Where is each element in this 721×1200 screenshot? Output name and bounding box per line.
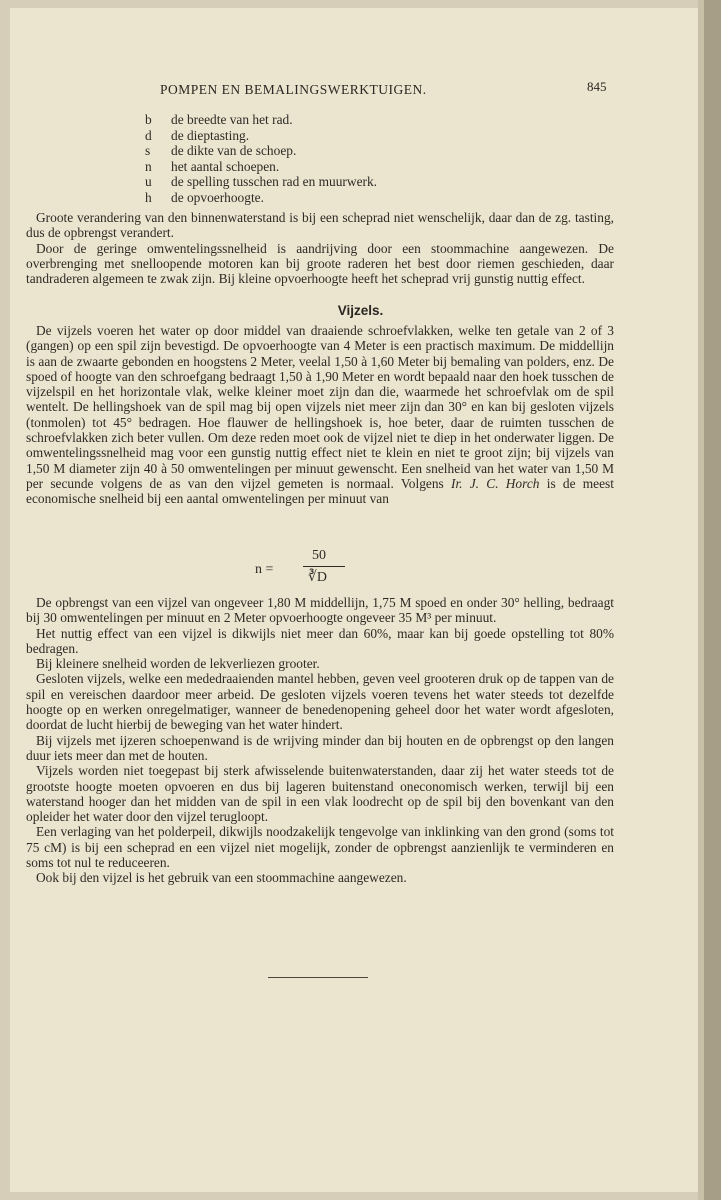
formula-denominator: ∛D <box>308 570 328 585</box>
paragraph: Groote verandering van den binnenwaterstand is bij een scheprad niet wenschelijk, daar dan de zg. tasting, dus de opbrengst verandert. <box>26 210 614 241</box>
fraction-bar <box>303 566 345 567</box>
paragraph <box>26 323 614 507</box>
legend-text: de opvoerhoogte. <box>171 189 264 205</box>
formula-lhs: n = <box>255 562 274 577</box>
paragraph: De opbrengst van een vijzel van ongeveer 1,80 M middellijn, 1,75 M spoed en onder 30° helling, bedraagt bij 30 omwentelingen per minuut en 2 Meter opvoerhoogte ongeveer 35 M³ per minuut. <box>26 595 614 626</box>
paragraph: Bij vijzels met ijzeren schoepenwand is de wrijving minder dan bij houten en de opbrengst op den langen duur iets meer dan met de houten. <box>26 732 614 763</box>
legend-text: de breedte van het rad. <box>171 112 293 127</box>
legend-row <box>145 143 377 159</box>
legend-text: de dieptasting. <box>171 127 250 143</box>
paragraph: Het nuttig effect van een vijzel is dikwijls niet meer dan 60%, maar kan bij goede opstelling tot 80% bedragen. <box>26 625 614 656</box>
body-text <box>26 595 614 886</box>
paragraph: Een verlaging van het polderpeil, dikwijls noodzakelijk tengevolge van inklinking van den grond (soms tot 75 cM) is bij een scheprad en een vijzel niet mogelijk, zonder de opbrengst aanzienlijk te verminderen en soms tot nul te reduceeren. <box>26 824 614 871</box>
end-rule <box>268 977 368 978</box>
legend-row <box>145 190 377 206</box>
legend-row <box>145 112 377 128</box>
legend-symbol: h <box>145 189 152 205</box>
legend-symbol: b <box>145 112 152 127</box>
vijzels-text <box>26 323 614 507</box>
paragraph-tail: is de meest economische snelheid bij een aantal omwentelingen per minuut van <box>26 475 614 507</box>
paragraph: Vijzels worden niet toegepast bij sterk afwisselende buitenwaterstanden, daar zij het water steeds tot de grootste hoogte moeten opvoeren en dus bij lageren buitenstand oneconomisch werken, terwijl bij een waterstand hooger dan het midden van de spil in een vlak loodrecht op de spil bij den bovenkant van den opleider het water door den vijzel terugloopt. <box>26 763 614 825</box>
page-edge <box>698 0 721 1200</box>
legend-text: het aantal schoepen. <box>171 158 280 174</box>
page-number: 845 <box>587 79 607 94</box>
formula-numerator: 50 <box>312 548 326 563</box>
intro-text <box>26 210 614 286</box>
paragraph: Ook bij den vijzel is het gebruik van een stoommachine aangewezen. <box>36 870 407 886</box>
paragraph: Gesloten vijzels, welke een mededraaienden mantel hebben, geven veel grooteren druk op de tappen van de spil en vereischen daardoor meer arbeid. De gesloten vijzels voeren tevens het water steeds tot dezelfde hoogte op en werken onregelmatiger, wanneer de benedenopening geheel door het water wordt afgesloten, doordat de lucht hierbij de beweging van het water hindert. <box>26 671 614 733</box>
legend-symbol: u <box>145 174 152 190</box>
author-name: Ir. J. C. Horch <box>450 475 540 491</box>
legend-symbol: s <box>145 143 151 159</box>
legend-row <box>145 128 377 144</box>
speed-formula <box>255 548 365 588</box>
symbol-legend <box>145 112 377 206</box>
paragraph: Door de geringe omwentelingssnelheid is aandrijving door een stoommachine aangewezen. De overbrenging met snelloopende motoren kan bij groote raderen het best door riemen geschieden, daar tandraderen algemeen te zwak zijn. Bij kleine opvoerhoogte heeft het scheprad vrij gunstig nuttig effect. <box>26 240 614 287</box>
paragraph: Bij kleinere snelheid worden de lekverliezen grooter. <box>36 656 320 672</box>
legend-text: de dikte van de schoep. <box>171 143 297 159</box>
legend-symbol: d <box>145 127 152 143</box>
legend-symbol: n <box>145 158 152 174</box>
section-heading: Vijzels. <box>337 303 384 318</box>
running-header <box>30 79 690 100</box>
running-title: POMPEN EN BEMALINGSWERKTUIGEN. <box>160 82 427 97</box>
legend-row <box>145 159 377 175</box>
legend-row <box>145 174 377 190</box>
paragraph-body: De vijzels voeren het water op door middel van draaiende schroefvlakken, welke ten getale van 2 of 3 (gangen) op een spil zijn bevestigd. De opvoerhoogte van 4 Meter is een practisch maximum. De middellijn is aan de zwaarte gebonden en hoogstens 2 Meter, veelal 1,50 à 1,60 Meter bij bemaling van polders, enz. De spoed of hoogte van den schroefgang bedraagt 1,50 à 1,90 Meter en wordt bepaald naar den hoek tusschen de vijzelspil en het horizontale vlak, welke kleiner moet zijn dan die, waarmede het schroefvlak om de spil wentelt. De hellingshoek van de spil mag bij open vijzels niet meer zijn dan 30° en kan bij gesloten vijzels (tonmolen) tot 45° bedragen. Hoe flauwer de hellingshoek is, hoe beter, daar de ruimten tusschen de schroefvlakken zich beter vullen. Om deze reden moet ook de vijzel niet te diep in het onderwater liggen. De omwentelingssnelheid mag voor een gunstig nuttig effect niet te klein en niet te groot zijn; bij vijzels van 1,50 M diameter zijn 40 à 50 omwentelingen per minuut gewenscht. Een snelheid van het water van 1,50 M per secunde volgens de as van den vijzel gemeten is normaal. Volgens <box>26 323 614 491</box>
legend-text: de spelling tusschen rad en muurwerk. <box>171 174 378 190</box>
